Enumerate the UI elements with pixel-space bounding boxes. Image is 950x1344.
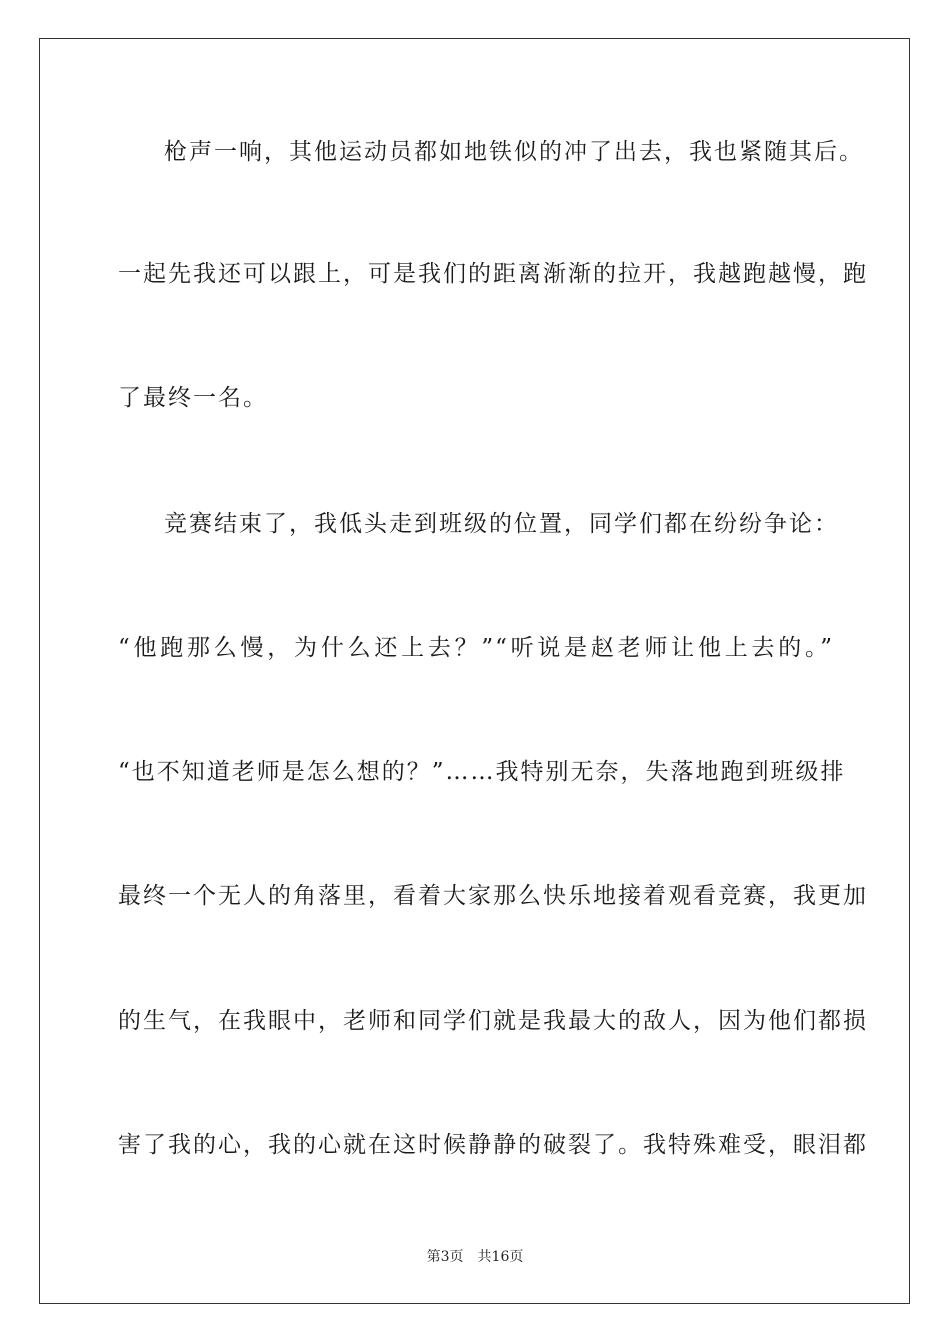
text-line-3: 了最终一名。 <box>118 385 268 411</box>
page-border <box>39 38 910 1304</box>
page-footer <box>0 1247 950 1267</box>
text-line-5: “他跑那么慢，为什么还上去？”“听说是赵老师让他上去的。” <box>118 635 834 661</box>
text-line-6: “也不知道老师是怎么想的？”……我特别无奈，失落地跑到班级排 <box>118 759 846 785</box>
text-line-1: 枪声一响，其他运动员都如地铁似的冲了出去，我也紧随其后。 <box>164 139 864 165</box>
text-line-8: 的生气，在我眼中，老师和同学们就是我最大的敌人，因为他们都损 <box>118 1008 868 1034</box>
text-line-2: 一起先我还可以跟上，可是我们的距离渐渐的拉开，我越跑越慢，跑 <box>118 261 868 287</box>
text-line-7: 最终一个无人的角落里，看着大家那么快乐地接着观看竞赛，我更加 <box>118 883 868 909</box>
page-total: 共16页 <box>477 1249 524 1265</box>
page-number: 第3页 <box>426 1249 464 1265</box>
text-line-4: 竞赛结束了，我低头走到班级的位置，同学们都在纷纷争论： <box>164 511 839 537</box>
text-line-9: 害了我的心，我的心就在这时候静静的破裂了。我特殊难受，眼泪都 <box>118 1132 868 1158</box>
